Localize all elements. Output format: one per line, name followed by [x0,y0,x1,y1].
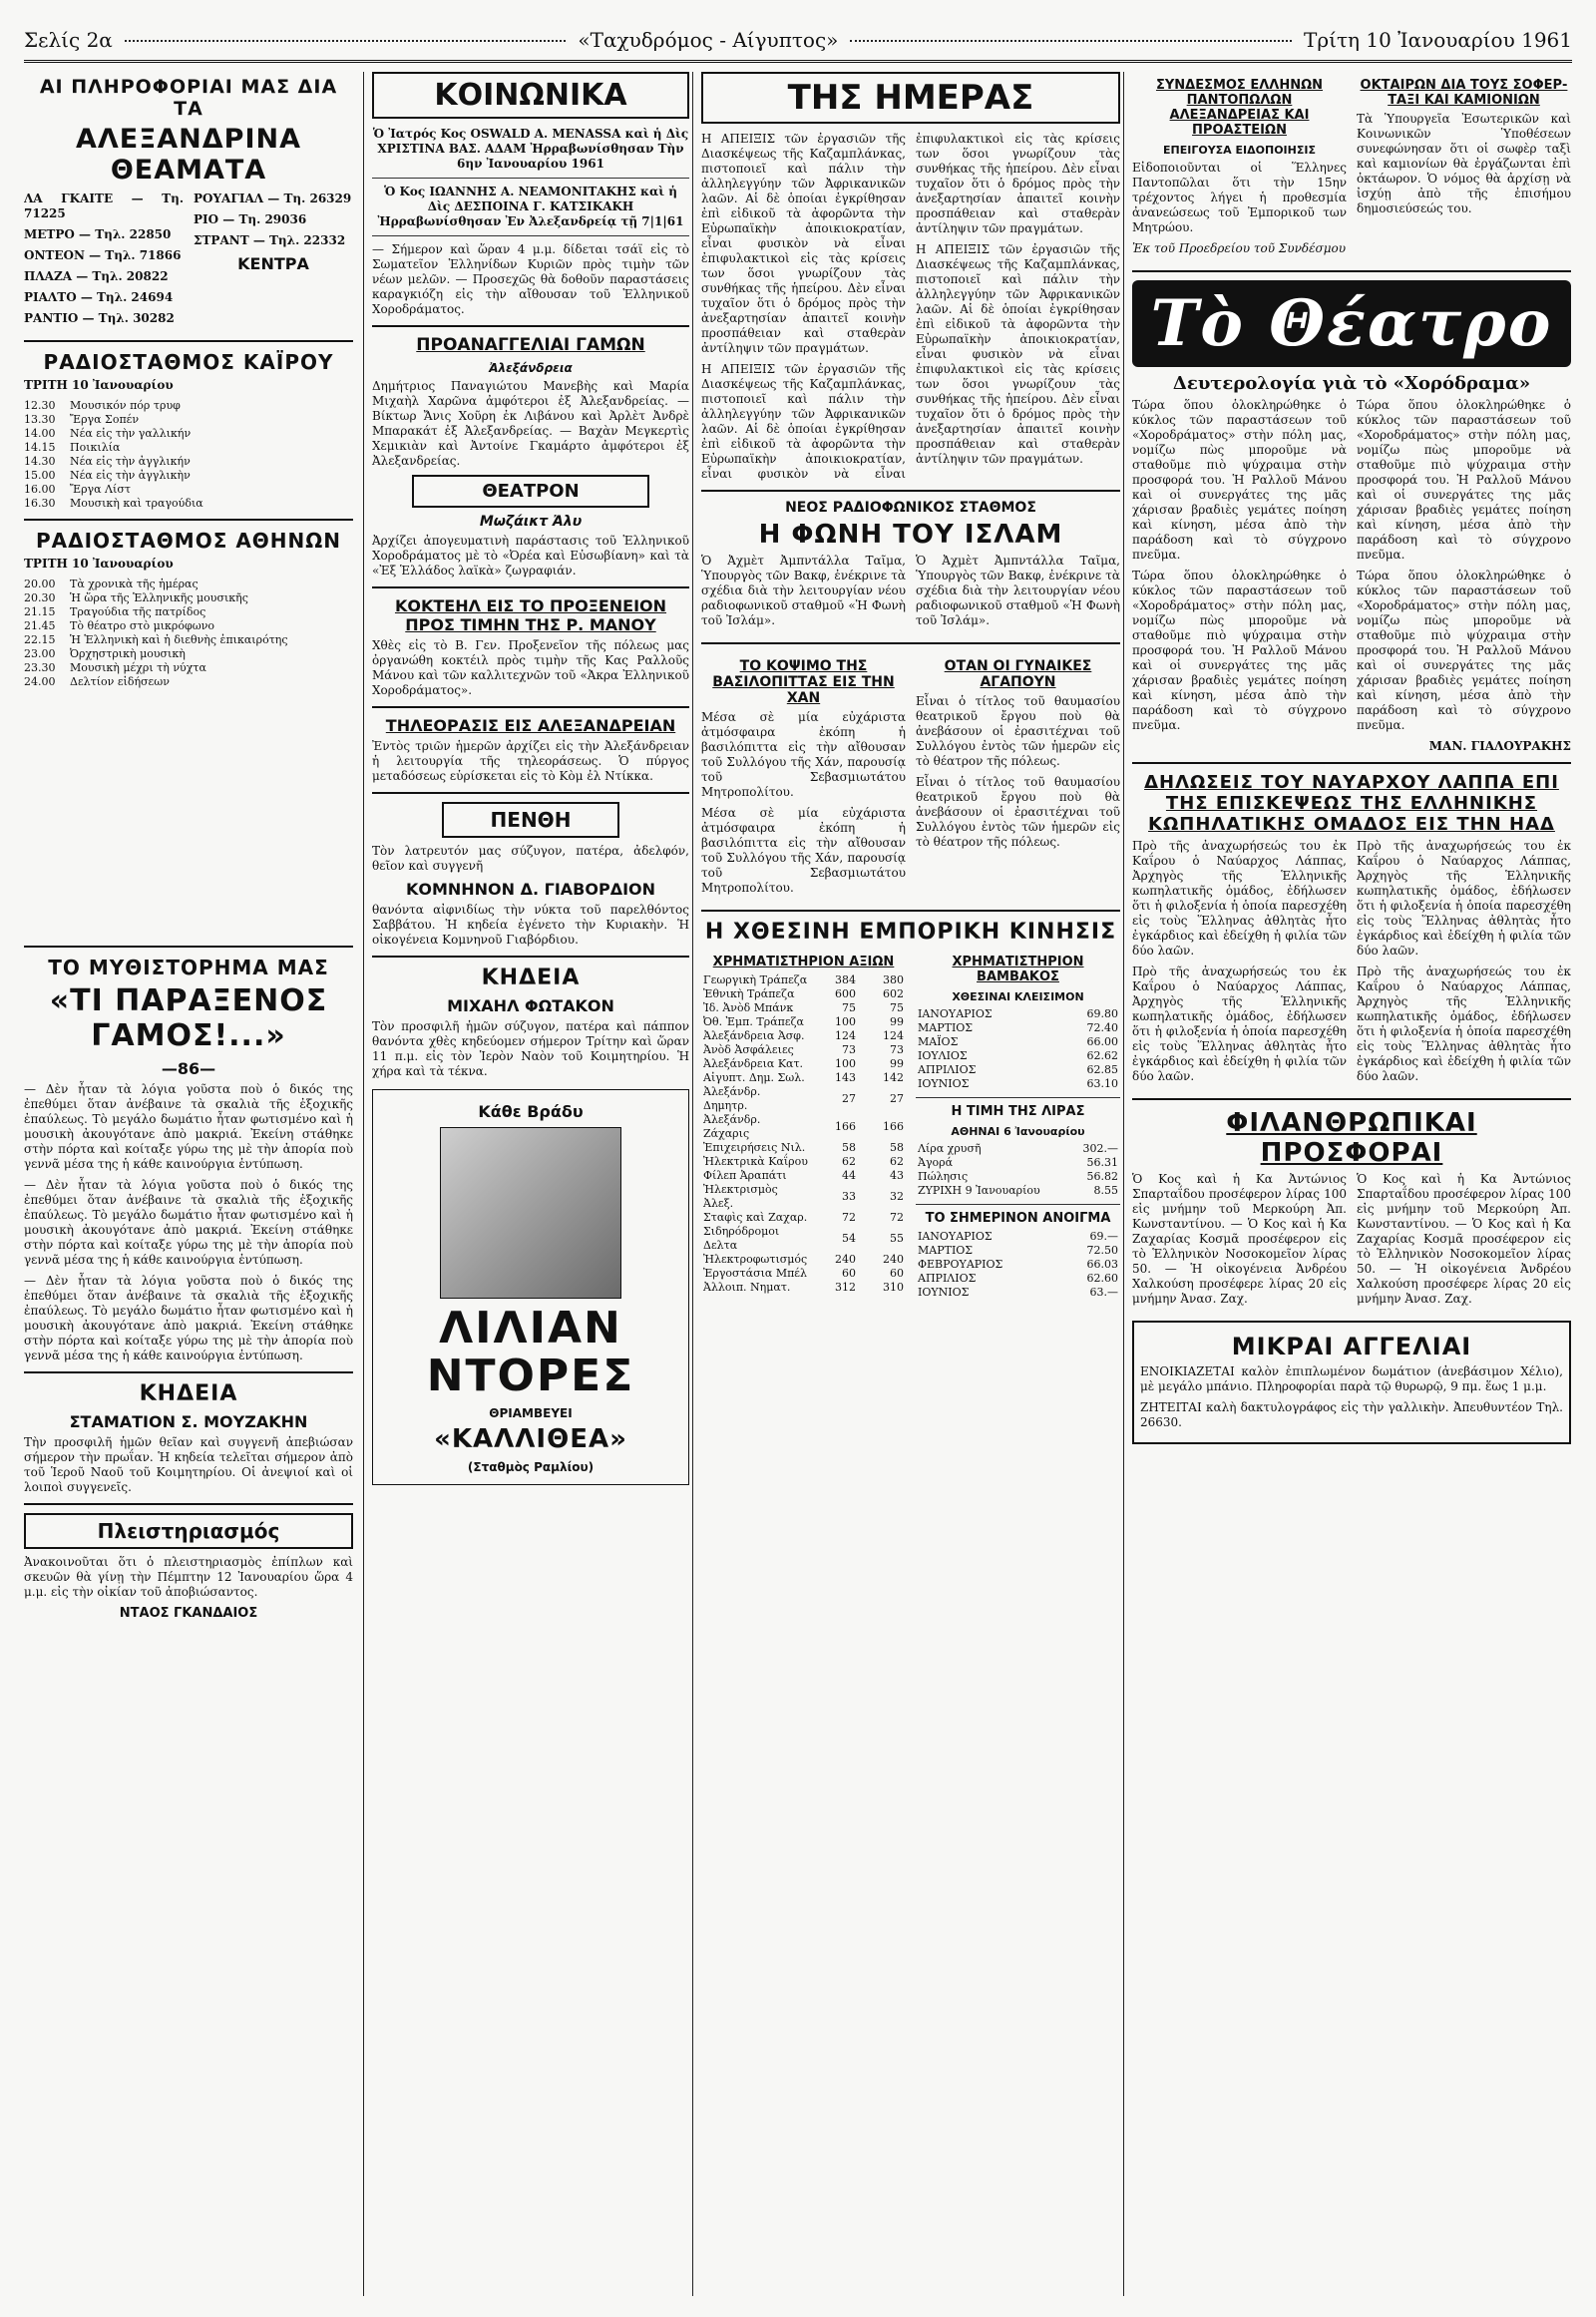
charity-title: ΦΙΛΑΝΘΡΩΠΙΚΑΙ ΠΡΟΣΦΟΡΑΙ [1226,1108,1477,1168]
engagement-2: Ὁ Κος ΙΩΑΝΝΗΣ Α. ΝΕΑΜΟΝΙΤΑΚΗΣ καὶ ἡ Δὶς ΔΕΣΠΟΙΝΑ Γ. ΚΑΤΣΙΚΑΚΗ Ἠρραβωνίσθησαν Ἐν Ἀλεξανδρείᾳ τῇ 7|1|61 [377,185,684,228]
kofimo-text: Μέσα σὲ μία εὐχάριστα ἀτμόσφαιρα ἐκόπη ἡ βασιλόπιττα εἰς τὴν αἴθουσαν τοῦ Συλλόγου τῆς Χάν, παρουσίᾳ τοῦ Σεβασμιωτάτου Μητροπολίτου. [701,806,906,895]
film-sub: ΘΡΙΑΜΒΕΥΕΙ [489,1406,573,1420]
funeral2-text: Τὸν προσφιλῆ ἡμῶν σύζυγον, πατέρα καὶ πάππον θανόντα χθὲς κηδεύομεν σήμερον Τρίτην καὶ ὥραν 11 π.μ. εἰς τὸν Ἱερὸν Ναὸν τοῦ Κοιμητηρίου. Ἡ χήρα καὶ τὰ τέκνα. [372,1019,689,1078]
theatre-article-text: Τώρα ὅπου ὁλοκληρώθηκε ὁ κύκλος τῶν παραστάσεων τοῦ «Χοροδράματος» στὴν πόλη μας, νομίζω πὼς μποροῦμε νὰ σταθοῦμε πιὸ ψύχραιμα στὴν προσφορά του. Ἡ Ραλλοῦ Μάνου καὶ οἱ συνεργάτες της μᾶς χάρισαν βραδιὲς γεμάτες ποίηση καὶ κίνηση, μέσα ἀπὸ τὴν παράδοση καὶ τὸ σύγχρονο πνεῦμα. [1132,398,1347,562]
theatre-article-text: Τώρα ὅπου ὁλοκληρώθηκε ὁ κύκλος τῶν παραστάσεων τοῦ «Χοροδράματος» στὴν πόλη μας, νομίζω πὼς μποροῦμε νὰ σταθοῦμε πιὸ ψύχραιμα στὴν προσφορά του. Ἡ Ραλλοῦ Μάνου καὶ οἱ συνεργάτες της μᾶς χάρισαν βραδιὲς γεμάτες ποίηση καὶ κίνηση, μέσα ἀπὸ τὴν παράδοση καὶ τὸ σύγχρονο πνεῦμα. [1357,569,1571,732]
film-title: ΛΙΛΙΑΝ ΝΤΟΡΕΣ [426,1303,635,1401]
radio-athens-title: ΡΑΔΙΟΣΤΑΘΜΟΣ ΑΘΗΝΩΝ [35,529,342,553]
schedule-row: 12.30 Μουσικόν πόρ τρυφ [24,399,181,412]
schedule-row: 13.30 Ἔργα Σοπέν [24,413,140,426]
table-row: ΜΑΡΤΙΟΣ 72.40 [918,1021,1118,1034]
cinema-entry: ΛΑ ΓΚΑΙΤΕ — Τη. 71225 [24,192,184,220]
radio-cairo-title: ΡΑΔΙΟΣΤΑΘΜΟΣ ΚΑΪΡΟΥ [43,350,334,374]
theatre-headline: Δευτερολογία γιὰ τὸ «Χορόδραμα» [1172,373,1531,394]
table-row: Ἀνὸδ Ἀσφάλειες 73 73 [703,1043,904,1056]
schedule-row: 15.00 Νέα εἰς τὴν ἀγγλικὴν [24,469,191,482]
table-row: ΙΑΝΟΥΑΡΙΟΣ 69.— [918,1230,1118,1243]
tv-title: ΤΗΛΕΟΡΑΣΙΣ ΕΙΣ ΑΛΕΞΑΝΔΡΕΙΑΝ [385,716,676,735]
opening-table [916,1230,1120,1300]
lappa-text: Πρὸ τῆς ἀναχωρήσεώς του ἐκ Καΐρου ὁ Ναύαρχος Λάππας, Ἀρχηγὸς τῆς Ἑλληνικῆς κωπηλατικῆς ὁμάδος, ἐδήλωσεν ὅτι ἡ φιλοξενία ἡ ὁποία παρεσχέθη εἰς τοὺς Ἕλληνας ἀθλητὰς ἦτο ἐγκάρδιος καὶ ἐδείχθη ἡ φιλία τῶν δύο λαῶν. [1357,839,1571,958]
weddings-sub: Ἀλεξάνδρεια [489,361,573,375]
table-row: Πώλησις 56.82 [918,1170,1118,1183]
novel-chapter: —86— [161,1059,216,1078]
novel-text: — Δὲν ἦταν τὰ λόγια γοῦστα ποὺ ὁ δικός της ἐπεθύμει ὅταν ἀνέβαινε τὰ σκαλιὰ τῆς ἐξοχικῆς ἐπαύλεως. Τὸ μεγάλο δωμάτιο ἦταν φωτισμένο καὶ ἡ μουσικὴ ἀκουγότανε ἀπὸ μακριά. Ἐκείνη στάθηκε στὴν πόρτα καὶ κοίταξε γύρω της μὲ τὴν ἀπορία ποὺ γεννᾶ μέσα της ἡ κάθε καινούργια ἐντύπωση. [24,1274,353,1362]
table-row: Φίλεπ Ἀραπάτι 44 43 [703,1169,904,1182]
schedule-row: 16.00 Ἔργα Λίστ [24,483,131,496]
film-ad [372,1089,689,1485]
schedule-row: 14.15 Ποικιλία [24,441,121,454]
classified-item: ΖΗΤΕΙΤΑΙ καλὴ δακτυλογράφος εἰς τὴν γαλλικὴν. Ἀπευθυντέον Τηλ. 26630. [1140,1400,1563,1429]
table-row: Ἐπιχειρήσεις Νιλ. 58 58 [703,1141,904,1154]
october-title: ΟΚΤΑΙΡΩΝ ΔΙΑ ΤΟΥΣ ΣΟΦΕΡ-ΤΑΞΙ ΚΑΙ ΚΑΜΙΟΝΙΩΝ [1360,78,1568,108]
cinema-list [24,192,353,332]
table-row: Ἀλεξάνδρ. Ζάχαρις 166 166 [703,1113,904,1140]
masthead [24,20,1572,63]
schedule-row: 24.00 Δελτίον εἰδήσεων [24,675,170,688]
table-row: Ἠλεκτρικὰ Καΐρου 62 62 [703,1155,904,1168]
charity-text: Ὁ Κος καὶ ἡ Κα Ἀντώνιος Σπαρταΐδου προσέφερον λίρας 100 εἰς μνήμην τοῦ Μερκούρη Ἀπ. Κωνσταντίνου. — Ὁ Κος καὶ ἡ Κα Ζαχαρίας Κοσμᾶ προσέφερον εἰς τὸ Ἑλληνικὸν Νοσοκομεῖον λίρας 50. — Ἡ οἰκογένεια Ἀνδρέου Χαλκούση προσέφερε λίρας 20 εἰς μνήμην Ἀνασ. Ζαχ. [1132,1172,1347,1306]
schedule-row: 14.00 Νέα εἰς τὴν γαλλικήν [24,427,192,440]
kofimo-text: Μέσα σὲ μία εὐχάριστα ἀτμόσφαιρα ἐκόπη ἡ βασιλόπιττα εἰς τὴν αἴθουσαν τοῦ Συλλόγου τῆς Χάν, παρουσίᾳ τοῦ Σεβασμιωτάτου Μητροπολίτου. [701,710,906,799]
schedule-row: 22.15 Ἡ Ἑλληνικὴ καὶ ἡ διεθνὴς ἐπικαιρότης [24,633,288,646]
auction-title: Πλειστηριασμός [24,1513,353,1549]
table-row: ΙΟΥΝΙΟΣ 63.10 [918,1077,1118,1090]
radio-date: ΤΡΙΤΗ 10 Ἰανουαρίου [24,378,174,392]
cinema-entry: ΟΝΤΕΟΝ — Τηλ. 71866 [24,248,182,262]
schedule-row: 21.15 Τραγούδια τῆς πατρίδος [24,605,206,618]
theatre-banner: Τὸ Θέατρο [1132,280,1571,367]
novel-text: — Δὲν ἦταν τὰ λόγια γοῦστα ποὺ ὁ δικός της ἐπεθύμει ὅταν ἀνέβαινε τὰ σκαλιὰ τῆς ἐξοχικῆς ἐπαύλεως. Τὸ μεγάλο δωμάτιο ἦταν φωτισμένο καὶ ἡ μουσικὴ ἀκουγότανε ἀπὸ μακριά. Ἐκείνη στάθηκε στὴν πόρτα καὶ κοίταξε γύρω της μὲ τὴν ἀπορία ποὺ γεννᾶ μέσα της ἡ κάθε καινούργια ἐντύπωση. [24,1082,353,1171]
funeral-text: Τὴν προσφιλῆ ἡμῶν θεῖαν καὶ συγγενῆ ἀπεβιώσαν σήμερον τὴν πρωΐαν. Ἡ κηδεία τελεῖται σήμερον ἀπὸ τοῦ Ἱεροῦ Ναοῦ τοῦ Κοιμητηρίου. Οἱ ἀνεψιοί καὶ οἱ λοιποὶ συγγενεῖς. [24,1435,353,1494]
table-row: Γεωργικὴ Τράπεζα 384 380 [703,973,904,986]
column-day [692,72,1120,2296]
table-row: Ἐργοστάσια Μπέλ 60 60 [703,1267,904,1280]
lappa-title: ΔΗΛΩΣΕΙΣ ΤΟΥ ΝΑΥΑΡΧΟΥ ΛΑΠΠΑ ΕΠΙ ΤΗΣ ΕΠΙΣΚΕΨΕΩΣ ΤΗΣ ΕΛΛΗΝΙΚΗΣ ΚΩΠΗΛΑΤΙΚΗΣ ΟΜΑΔΟΣ ΕΙΣ ΤΗΝ ΗΑΔ [1144,772,1559,835]
weddings-title: ΠΡΟΑΝΑΓΓΕΛΙΑΙ ΓΑΜΩΝ [416,335,645,355]
funeral-name: ΣΤΑΜΑΤΙΟΝ Σ. ΜΟΥΖΑΚΗΝ [69,1412,308,1431]
funeral-title: ΚΗΔΕΙΑ [139,1381,238,1406]
auction-sign: ΝΤΑΟΣ ΓΚΑΝΔΑΙΟΣ [119,1606,258,1621]
cinema-entry: ΡΙΑΛΤΟ — Τηλ. 24694 [24,290,174,304]
film-venue: «ΚΑΛΛΙΘΕΑ» [434,1424,627,1454]
schedule-row: 20.30 Ἡ ὥρα τῆς Ἑλληνικῆς μουσικῆς [24,591,248,604]
classifieds [1132,1321,1571,1444]
stocks-title: ΧΡΗΜΑΤΙΣΤΗΡΙΟΝ ΑΞΙΩΝ [712,955,895,969]
schedule-row: 16.30 Μουσικὴ καὶ τραγούδια [24,497,203,510]
theatre-sub: Μωζάικτ Ἀλυ [479,514,583,530]
radio-athens-schedule [24,557,353,689]
table-row: Ἐθνικὴ Τράπεζα 600 602 [703,987,904,1000]
table-row: ΜΑΡΤΙΟΣ 72.50 [918,1244,1118,1257]
theatre-article [1132,398,1571,754]
table-row: Ὀθ. Ἐμπ. Τράπεζα 100 99 [703,1015,904,1028]
table-row: Ἀλεξάνδρ. Δημητρ. 27 27 [703,1085,904,1112]
charity-list [1132,1172,1571,1313]
union-text: Εἰδοποιοῦνται οἱ Ἕλληνες Παντοπῶλαι ὅτι τὴν 15ην τρέχοντος λήγει ἡ προθεσμία ἀνανεώσεως τοῦ Ἐμπορικοῦ των Μητρώου. [1132,161,1347,234]
top-notices [1132,72,1571,262]
cinema-entry: ΡΑΝΤΙΟ — Τηλ. 30282 [24,311,175,325]
editorial-text: Η ΑΠΕΙΞΙΣ τῶν ἐργασιῶν τῆς Διασκέψεως τῆς Καζαμπλάνκας, πιστοποιεῖ καὶ πάλιν τὴν ἀλληλεγγύην τῶν Ἀφρικανικῶν λαῶν. Αἱ δὲ ὁποίαι ἐγκρίθησαν ἐπὶ εἰδικοῦ τὰ ἀφορῶντα τὴν Εὐρωπαϊκὴν ἀποικιοκρατίαν, εἶναι φυσικὸν νὰ εἶναι ἐπιφυλακτικοὶ εἰς τὰς κρίσεις των ὅσοι γνωρίζουν τὰς συνθήκας τῆς ἡπείρου. Δὲν εἶναι τυχαῖον ὅτι ὁ δρόμος πρὸς τὴν ἀνεξαρτησίαν ἀπαιτεῖ κοινὴν προσπάθειαν καὶ σταθερὰν ἀντίληψιν τῶν πραγμάτων. [916,242,1120,466]
column-right [1123,72,1571,2296]
stocks-table [701,973,906,1295]
film-label: Κάθε Βράδυ [478,1102,584,1121]
theatre-article-text: Τώρα ὅπου ὁλοκληρώθηκε ὁ κύκλος τῶν παραστάσεων τοῦ «Χοροδράματος» στὴν πόλη μας, νομίζω πὼς μποροῦμε νὰ σταθοῦμε πιὸ ψύχραιμα στὴν προσφορά του. Ἡ Ραλλοῦ Μάνου καὶ οἱ συνεργάτες της μᾶς χάρισαν βραδιὲς γεμάτες ποίηση καὶ κίνηση, μέσα ἀπὸ τὴν παράδοση καὶ τὸ σύγχρονο πνεῦμα. [1132,569,1347,732]
table-row: ΑΠΡΙΛΙΟΣ 62.60 [918,1272,1118,1285]
cocktail-text: Χθὲς εἰς τὸ Β. Γεν. Προξενεῖον τῆς πόλεως μας ὀργανώθη κοκτέιλ πρὸς τιμὴν τῆς Κας Ραλλοῦς Μάνου καὶ τῶν καλλιτεχνῶν τοῦ «Ἀκρα Ἐλληνικοῦ Χοροδράματος». [372,638,689,697]
theatre-text: Ἀρχίζει ἀπογευματινὴ παράστασις τοῦ Ἑλληνικοῦ Χοροδράματος μὲ τὸ «Ὀρέα καὶ Εὐσωβίανη» καὶ τὰ «Ἐξ Ἑλλάδος λαϊκὰ» ζωγραφιάν. [372,534,689,578]
engagement-1: Ὁ Ἰατρός Κος OSWALD A. MENASSA καὶ ἡ Δὶς ΧΡΙΣΤΙΝΑ ΒΑΣ. ΑΔΑΜ Ἠρραβωνίσθησαν Τὴν 6ην Ἰανουαρίου 1961 [372,127,689,171]
paper-name: «Ταχυδρόμος - Αίγυπτος» [578,28,839,52]
table-row: Αἰγυπτ. Δημ. Σωλ. 143 142 [703,1071,904,1084]
actress-photo [440,1127,621,1299]
cinema-entry: ΠΛΑΖΑ — Τηλ. 20822 [24,269,169,283]
union-sub: ΕΠΕΙΓΟΥΣΑ ΕΙΔΟΠΟΙΗΣΙΣ [1163,144,1316,157]
table-row: ΜΑΪΟΣ 66.00 [918,1035,1118,1048]
weddings-text: Δημήτριος Παναγιώτου Μανεβὴς καὶ Μαρία Μιχαὴλ Χαρῶνα ἀμφότεροι ἐξ Ἀλεξανδρείας. — Βίκτωρ Ἄνις Χοῦρη ἐκ Λιβάνου καὶ Ἀρλὲτ Ἀνδρὲ Μπαρακάτ ἐξ Ἀλεξανδρείας. — Βαχὰν Μεγκερτὶς Χεμικιὰν καὶ Ἀντοίνε Γκαμάρτο ἀμφότεροι ἐξ Ἀλεξανδρείας. [372,379,689,468]
market-title: Η ΧΘΕΣΙΝΗ ΕΜΠΟΡΙΚΗ ΚΙΝΗΣΙΣ [704,920,1117,945]
table-row: Σιδηρόδρομοι Δελτα 54 55 [703,1225,904,1252]
schedule-row: 21.45 Τὸ θέατρο στὸ μικρόφωνο [24,619,214,632]
women-text: Εἶναι ὁ τίτλος τοῦ θαυμασίου θεατρικοῦ ἔργου ποὺ θὰ ἀνεβάσουν οἱ ἐρασιτέχναι τοῦ Συλλόγου ἐντὸς τῶν ἡμερῶν εἰς τὸ θέατρον τῆς πόλεως. [916,694,1120,768]
cinema-entry: ΡΙΟ — Τη. 29036 [194,212,307,226]
lappa-text: Πρὸ τῆς ἀναχωρήσεώς του ἐκ Καΐρου ὁ Ναύαρχος Λάππας, Ἀρχηγὸς τῆς Ἑλληνικῆς κωπηλατικῆς ὁμάδος, ἐδήλωσεν ὅτι ἡ φιλοξενία ἡ ὁποία παρεσχέθη εἰς τοὺς Ἕλληνας ἀθλητὰς ἦτο ἐγκάρδιος καὶ ἐδείχθη ἡ φιλία τῶν δύο λαῶν. [1132,965,1347,1083]
issue-date: Τρίτη 10 Ἰανουαρίου 1961 [1304,28,1572,52]
voice-text: Ὁ Ἀχμὲτ Ἀμπντάλλα Ταῖμα, Ὑπουργὸς τῶν Βακφ, ἐνέκρινε τὰ σχέδια διὰ τὴν λειτουργίαν νέου ραδιοφωνικοῦ σταθμοῦ «Ἡ Φωνὴ τοῦ Ἰσλάμ». [701,554,906,627]
table-row: ΑΠΡΙΛΙΟΣ 62.85 [918,1063,1118,1076]
editorial-text: Η ΑΠΕΙΞΙΣ τῶν ἐργασιῶν τῆς Διασκέψεως τῆς Καζαμπλάνκας, πιστοποιεῖ καὶ πάλιν τὴν ἀλληλεγγύην τῶν Ἀφρικανικῶν λαῶν. Αἱ δὲ ὁποίαι ἐγκρίθησαν ἐπὶ εἰδικοῦ τὰ ἀφορῶντα τὴν Εὐρωπαϊκὴν ἀποικιοκρατίαν, εἶναι φυσικὸν νὰ εἶναι ἐπιφυλακτικοὶ εἰς τὰς κρίσεις των ὅσοι γνωρίζουν τὰς συνθήκας τῆς ἡπείρου. Δὲν εἶναι τυχαῖον ὅτι ὁ δρόμος πρὸς τὴν ἀνεξαρτησίαν ἀπαιτεῖ κοινὴν προσπάθειαν καὶ σταθερὰν ἀντίληψιν τῶν πραγμάτων. [701,132,1120,481]
mourn-text: Τὸν λατρευτόν μας σύζυγον, πατέρα, ἀδελφόν, θεῖον καὶ συγγενῆ [372,844,689,873]
social-title: ΚΟΙΝΩΝΙΚΑ [372,72,689,119]
union-sign: Ἐκ τοῦ Προεδρείου τοῦ Συνδέσμου [1132,241,1347,255]
cotton-table [916,1007,1120,1091]
schedule-row: 23.00 Ὀρχηστρικὴ μουσικὴ [24,647,186,660]
cocktail-title: ΚΟΚΤΕΗΛ ΕΙΣ ΤΟ ΠΡΟΞΕΝΕΙΟΝ ΠΡΟΣ ΤΙΜΗΝ ΤΗΣ Ρ. ΜΑΝΟΥ [394,596,667,634]
theatre-box: ΘΕΑΤΡΟΝ [412,475,649,508]
classified-item: ΕΝΟΙΚΙΑΖΕΤΑΙ καλὸν ἐπιπλωμένον δωμάτιον (ἀνεβάσιμον Χέλιο), μὲ μεγάλο μπάνιο. Πληροφορίαι παρὰ τῷ θυρωρῷ, 9 πμ. ἕως 1 μ.μ. [1140,1364,1563,1393]
kentra-heading: ΚΕΝΤΡΑ [237,254,309,273]
day-title: ΤΗΣ ΗΜΕΡΑΣ [701,72,1120,124]
table-row: Σταφὶς καὶ Ζαχαρ. 72 72 [703,1211,904,1224]
editorial [701,132,1120,482]
novel-text: — Δὲν ἦταν τὰ λόγια γοῦστα ποὺ ὁ δικός της ἐπεθύμει ὅταν ἀνέβαινε τὰ σκαλιὰ τῆς ἐξοχικῆς ἐπαύλεως. Τὸ μεγάλο δωμάτιο ἦταν φωτισμένο καὶ ἡ μουσικὴ ἀκουγότανε ἀπὸ μακριά. Ἐκείνη στάθηκε στὴν πόρτα καὶ κοίταξε γύρω της μὲ τὴν ἀπορία ποὺ γεννᾶ μέσα της ἡ κάθε καινούργια ἐντύπωση. [24,1178,353,1267]
voice-title: Η ΦΩΝΗ ΤΟΥ ΙΣΛΑΜ [758,520,1063,550]
newspaper-page [24,20,1572,2304]
table-row: Ἀλεξάνδρεια Ἀσφ. 124 124 [703,1029,904,1042]
lappa-article [1132,839,1571,1090]
table-row: Λίρα χρυσῆ 302.— [918,1142,1118,1155]
mourn-name: ΚΟΜΝΗΝΟΝ Δ. ΓΙΑΒΟΡΔΙΟΝ [405,880,656,899]
voice-label: ΝΕΟΣ ΡΑΔΙΟΦΩΝΙΚΟΣ ΣΤΑΘΜΟΣ [785,500,1036,516]
table-row: ΦΕΒΡΟΥΑΡΙΟΣ 66.03 [918,1258,1118,1271]
cinema-entry: ΜΕΤΡΟ — Τηλ. 22850 [24,227,172,241]
theatre-article-text: Τώρα ὅπου ὁλοκληρώθηκε ὁ κύκλος τῶν παραστάσεων τοῦ «Χοροδράματος» στὴν πόλη μας, νομίζω πὼς μποροῦμε νὰ σταθοῦμε πιὸ ψύχραιμα στὴν προσφορά του. Ἡ Ραλλοῦ Μάνου καὶ οἱ συνεργάτες της μᾶς χάρισαν βραδιὲς γεμάτες ποίηση καὶ κίνηση, μέσα ἀπὸ τὴν παράδοση καὶ τὸ σύγχρονο πνεῦμα. [1357,398,1571,562]
table-row: Ἀλλοιπ. Νηματ. 312 310 [703,1281,904,1294]
table-row: Ἀλεξάνδρεια Κατ. 100 99 [703,1057,904,1070]
novel-label: ΤΟ ΜΥΘΙΣΤΟΡΗΜΑ ΜΑΣ [48,956,329,979]
table-row: ΙΟΥΛΙΟΣ 62.62 [918,1049,1118,1062]
table-row: ΖΥΡΙΧΗ 9 Ἰανουαρίου 8.55 [918,1184,1118,1197]
mourn-title: ΠΕΝΘΗ [442,802,619,838]
funeral2-title: ΚΗΔΕΙΑ [481,965,581,990]
cotton-title: ΧΡΗΜΑΤΙΣΤΗΡΙΟΝ ΒΑΜΒΑΚΟΣ [952,955,1084,984]
radio-cairo-schedule [24,378,353,511]
auction-text: Ἀνακοινοῦται ὅτι ὁ πλειστηριασμὸς ἐπίπλων καὶ σκευῶν θὰ γίνῃ τὴν Πέμπτην 12 Ἰανουαρίου ὥρα 4 μ.μ. εἰς τὴν οἰκίαν τοῦ ἀποβιώσαντος. [24,1555,353,1599]
charity-text: Ὁ Κος καὶ ἡ Κα Ἀντώνιος Σπαρταΐδου προσέφερον λίρας 100 εἰς μνήμην τοῦ Μερκούρη Ἀπ. Κωνσταντίνου. — Ὁ Κος καὶ ἡ Κα Ζαχαρίας Κοσμᾶ προσέφερον εἰς τὸ Ἑλληνικὸν Νοσοκομεῖον λίρας 50. — Ἡ οἰκογένεια Ἀνδρέου Χαλκούση προσέφερε λίρας 20 εἰς μνήμην Ἀνασ. Ζαχ. [1357,1172,1571,1306]
schedule-row: 23.30 Μουσικὴ μέχρι τὴ νύχτα [24,661,206,674]
social-news: — Σήμερον καὶ ὥραν 4 μ.μ. δίδεται τσάϊ εἰς τὸ Σωματεῖον Ἑλληνίδων Κυριῶν πρὸς τιμὴν τῶν νέων μελῶν. — Προσεχῶς θὰ δοθοῦν παραστάσεις καραγκιόζη εἰς τὴν αἴθουσαν τοῦ Ἑλληνικοῦ Χοροδράματος. [372,242,689,316]
kofimo-title: ΤΟ ΚΟΨΙΜΟ ΤΗΣ ΒΑΣΙΛΟΠΙΤΤΑΣ ΕΙΣ ΤΗΝ ΧΑΝ [712,658,895,706]
union-title: ΣΥΝΔΕΣΜΟΣ ΕΛΛΗΝΩΝ ΠΑΝΤΟΠΩΛΩΝ ΑΛΕΞΑΝΔΡΕΙΑΣ ΚΑΙ ΠΡΟΑΣΤΕΙΩΝ [1155,78,1324,138]
local-news [701,652,1120,902]
entertainment-title-2: ΑΛΕΞΑΝΔΡΙΝΑ ΘΕΑΜΑΤΑ [75,124,301,186]
funeral2-name: ΜΙΧΑΗΛ ΦΩΤΑΚΟΝ [447,996,614,1015]
lappa-text: Πρὸ τῆς ἀναχωρήσεώς του ἐκ Καΐρου ὁ Ναύαρχος Λάππας, Ἀρχηγὸς τῆς Ἑλληνικῆς κωπηλατικῆς ὁμάδος, ἐδήλωσεν ὅτι ἡ φιλοξενία ἡ ὁποία παρεσχέθη εἰς τοὺς Ἕλληνας ἀθλητὰς ἦτο ἐγκάρδιος καὶ ἐδείχθη ἡ φιλία τῶν δύο λαῶν. [1132,839,1347,958]
pound-sub: ΑΘΗΝΑΙ 6 Ἰανουαρίου [951,1125,1085,1138]
mourn-text-2: θανόντα αἰφνιδίως τὴν νύκτα τοῦ παρελθόντος Σαββάτου. Ἡ κηδεία ἐγένετο τὴν Κυριακὴν. Ἡ οἰκογένεια Κομνηνοῦ Γιαβόρδιου. [372,903,689,947]
voice-body [701,554,1120,634]
theatre-sign: ΜΑΝ. ΓΙΑΛΟΥΡΑΚΗΣ [1428,739,1571,753]
tv-text: Ἐντὸς τριῶν ἡμερῶν ἀρχίζει εἰς τὴν Ἀλεξάνδρειαν ἡ λειτουργία τῆς τηλεοράσεως. Ὁ πύργος μεταδόσεως εὑρίσκεται εἰς τὸ Κὸμ ἐλ Ντίκκα. [372,739,689,783]
table-row: ΙΟΥΝΙΟΣ 63.— [918,1286,1118,1299]
cinema-entry: ΡΟΥΑΓΙΑΛ — Τη. 26329 [194,192,352,205]
women-text: Εἶναι ὁ τίτλος τοῦ θαυμασίου θεατρικοῦ ἔργου ποὺ θὰ ἀνεβάσουν οἱ ἐρασιτέχναι τοῦ Συλλόγου ἐντὸς τῶν ἡμερῶν εἰς τὸ θέατρον τῆς πόλεως. [916,775,1120,849]
novel-title: «ΤΙ ΠΑΡΑΞΕΝΟΣ ΓΑΜΟΣ!...» [49,983,328,1053]
editorial-text: Η ΑΠΕΙΞΙΣ τῶν ἐργασιῶν τῆς Διασκέψεως τῆς Καζαμπλάνκας, πιστοποιεῖ καὶ πάλιν τὴν ἀλληλεγγύην τῶν Ἀφρικανικῶν λαῶν. Αἱ δὲ ὁποίαι ἐγκρίθησαν ἐπὶ εἰδικοῦ τὰ ἀφορῶντα τὴν Εὐρωπαϊκὴν ἀποικιοκρατίαν, εἶναι φυσικὸν νὰ εἶναι ἐπιφυλακτικοὶ εἰς τὰς κρίσεις των ὅσοι γνωρίζουν τὰς συνθήκας τῆς ἡπείρου. Δὲν εἶναι τυχαῖον ὅτι ὁ δρόμος πρὸς τὴν ἀνεξαρτησίαν ἀπαιτεῖ κοινὴν προσπάθειαν καὶ σταθερὰν ἀντίληψιν τῶν πραγμάτων. [701,132,906,355]
film-venue-sub: (Σταθμὸς Ραμλίου) [467,1460,595,1474]
schedule-row: 14.30 Νέα εἰς τὴν ἀγγλικήν [24,455,191,468]
classifieds-title: ΜΙΚΡΑΙ ΑΓΓΕΛΙΑΙ [1231,1333,1472,1360]
voice-text: Ὁ Ἀχμὲτ Ἀμπντάλλα Ταῖμα, Ὑπουργὸς τῶν Βακφ, ἐνέκρινε τὰ σχέδια διὰ τὴν λειτουργίαν νέου ραδιοφωνικοῦ σταθμοῦ «Ἡ Φωνὴ τοῦ Ἰσλάμ». [916,554,1120,627]
cinema-entry: ΣΤΡΑΝΤ — Τηλ. 22332 [194,233,346,247]
column-social [363,72,689,2296]
market-tables [701,949,1120,1300]
table-row: Ἰδ. Ἀνὸδ Μπάνκ 75 75 [703,1001,904,1014]
novel-section [24,938,353,2294]
page-number: Σελίς 2α [24,28,113,52]
radio-date: ΤΡΙΤΗ 10 Ἰανουαρίου [24,557,174,571]
women-title: ΟΤΑΝ ΟΙ ΓΥΝΑΙΚΕΣ ΑΓΑΠΟΥΝ [944,658,1092,690]
october-text: Τὰ Ὑπουργεῖα Ἐσωτερικῶν καὶ Κοινωνικῶν Ὑποθέσεων συνεφώνησαν ὅτι οἱ σωφὲρ ταξὶ καὶ καμιονίων θὰ ἐργάζωνται ἐπὶ ὀκτάωρον. Ὁ νόμος θὰ ἀρχίσῃ νὰ ἰσχύῃ ἀπὸ τῆς ἐπισήμου δημοσιεύσεώς του. [1357,112,1571,215]
table-row: ΙΑΝΟΥΑΡΙΟΣ 69.80 [918,1007,1118,1020]
lappa-text: Πρὸ τῆς ἀναχωρήσεώς του ἐκ Καΐρου ὁ Ναύαρχος Λάππας, Ἀρχηγὸς τῆς Ἑλληνικῆς κωπηλατικῆς ὁμάδος, ἐδήλωσεν ὅτι ἡ φιλοξενία ἡ ὁποία παρεσχέθη εἰς τοὺς Ἕλληνας ἀθλητὰς ἦτο ἐγκάρδιος καὶ ἐδείχθη ἡ φιλία τῶν δύο λαῶν. [1357,965,1571,1083]
pound-table [916,1142,1120,1198]
table-row: Ἀγορά 56.31 [918,1156,1118,1169]
table-row: Ἠλεκτρισμὸς Ἀλεξ. 33 32 [703,1183,904,1210]
cotton-sub: ΧΘΕΣΙΝΑΙ ΚΛΕΙΣΙΜΟΝ [952,990,1084,1003]
schedule-row: 20.00 Τὰ χρονικὰ τῆς ἡμέρας [24,578,199,590]
entertainment-title: ΑΙ ΠΛΗΡΟΦΟΡΙΑΙ ΜΑΣ ΔΙΑ ΤΑ [39,76,338,120]
table-row: Ἠλεκτροφωτισμός 240 240 [703,1253,904,1266]
opening-title: ΤΟ ΣΗΜΕΡΙΝΟΝ ΑΝΟΙΓΜΑ [925,1211,1111,1226]
pound-title: Η ΤΙΜΗ ΤΗΣ ΛΙΡΑΣ [951,1104,1085,1119]
